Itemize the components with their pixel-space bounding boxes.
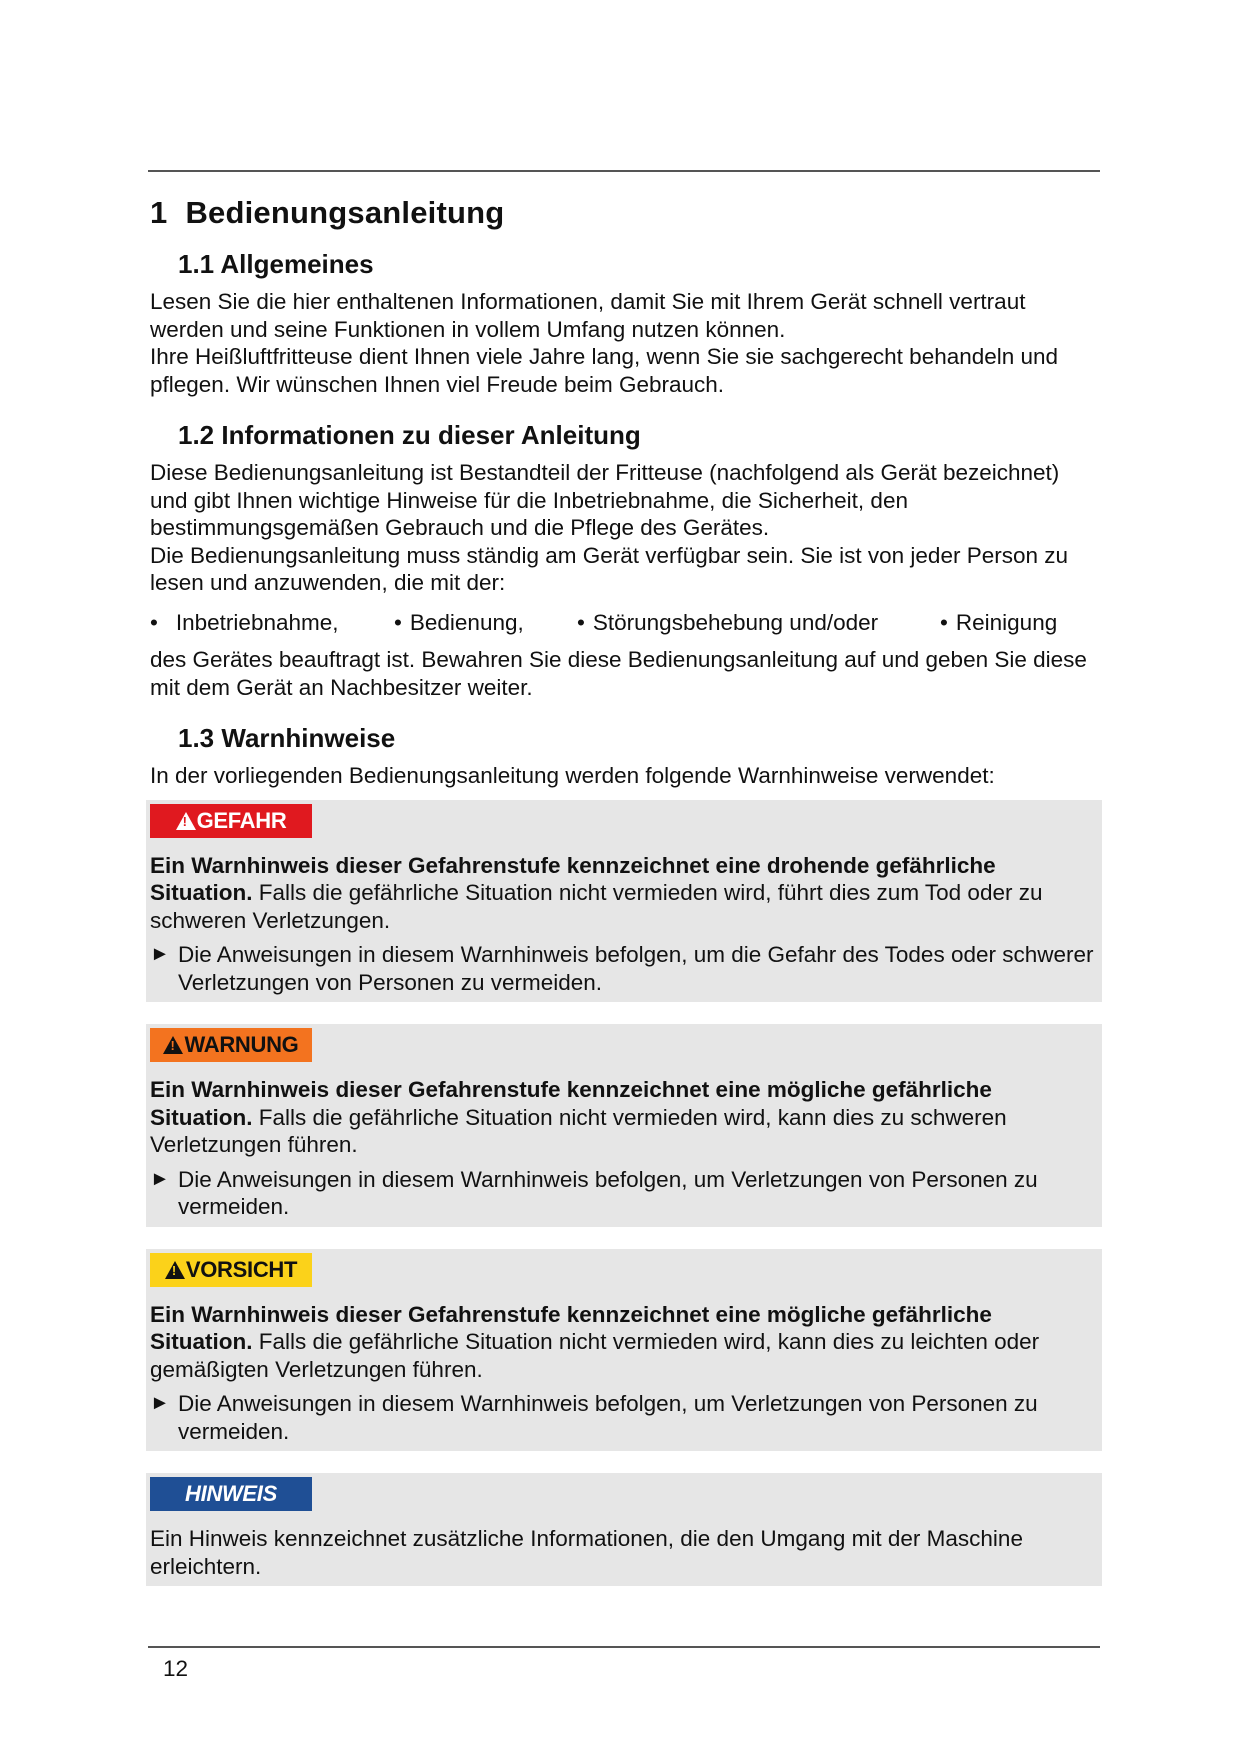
warning-triangle-icon bbox=[163, 1036, 183, 1054]
list-item: • Bedienung, bbox=[394, 609, 524, 635]
chapter-number: 1 bbox=[150, 195, 168, 230]
triangle-right-icon: ► bbox=[150, 943, 170, 965]
paragraph: Ihre Heißluftfritteuse dient Ihnen viele Jahre lang, wenn Sie sie sachgerecht behandeln und pflegen. Wir wünschen Ihnen viel Freude beim Gebrauch. bbox=[150, 344, 1059, 397]
warning-triangle-icon bbox=[176, 812, 196, 830]
paragraph: Die Bedienungsanleitung muss ständig am Gerät verfügbar sein. Sie ist von jeder Person zu lesen und anzuwenden, die mit der: bbox=[150, 542, 1069, 595]
warning-description: Ein Warnhinweis dieser Gefahrenstufe kennzeichnet eine mögliche gefährliche Situation. Falls die gefährliche Situation nicht vermieden wird, kann dies zu schweren Verletzungen führen. bbox=[150, 1077, 1007, 1157]
warning-triangle-icon bbox=[165, 1261, 185, 1279]
header-rule bbox=[148, 170, 1100, 172]
bullet-icon: • bbox=[940, 609, 948, 635]
section-about-manual bbox=[150, 420, 1100, 701]
warning-description: Ein Warnhinweis dieser Gefahrenstufe kennzeichnet eine drohende gefährliche Situation. Falls die gefährliche Situation nicht vermieden wird, führt dies zum Tod oder zu schweren Verletzungen. bbox=[150, 852, 1043, 933]
list-item: • Inbetriebnahme, bbox=[150, 609, 339, 635]
triangle-right-icon: ► bbox=[150, 1167, 170, 1190]
danger-label: ! GEFAHR bbox=[150, 804, 312, 838]
warning-description: Ein Warnhinweis dieser Gefahrenstufe kennzeichnet eine mögliche gefährliche Situation. Falls die gefährliche Situation nicht vermieden wird, kann dies zu leichten oder gemäßigten Verletzungen führen. bbox=[150, 1301, 1040, 1382]
caution-label: ! VORSICHT bbox=[150, 1253, 312, 1287]
section-warnings bbox=[150, 723, 1100, 790]
paragraph: Diese Bedienungsanleitung ist Bestandteil der Fritteuse (nachfolgend als Gerät bezeichnet) und gibt Ihnen wichtige Hinweise für die Inbetriebnahme, die Sicherheit, den bestimmungsgemäßen Gebrauch und die Pflege des Gerätes. bbox=[150, 460, 1060, 540]
bullet-icon: • bbox=[577, 609, 585, 635]
notice-box bbox=[146, 1473, 1102, 1586]
warning-instruction: ► Die Anweisungen in diesem Warnhinweis befolgen, um die Gefahr des Todes oder schwerer Verletzungen von Personen zu vermeiden. bbox=[150, 942, 1094, 995]
page-number: 12 bbox=[163, 1656, 189, 1681]
list-item: • Reinigung bbox=[940, 609, 1058, 635]
section-title: 1.3 Warnhinweise bbox=[178, 723, 396, 753]
warning-instruction: ► Die Anweisungen in diesem Warnhinweis befolgen, um Verletzungen von Personen zu vermeiden. bbox=[150, 1391, 1038, 1444]
bullet-icon: • bbox=[394, 609, 402, 635]
warning-box-danger bbox=[146, 800, 1102, 1003]
paragraph: In der vorliegenden Bedienungsanleitung werden folgende Warnhinweise verwendet: bbox=[150, 763, 995, 788]
warning-label: ! WARNUNG bbox=[150, 1028, 312, 1062]
warning-box-warning bbox=[146, 1024, 1102, 1227]
page-content bbox=[150, 195, 1100, 1608]
triangle-right-icon: ► bbox=[150, 1392, 170, 1414]
notice-text: Ein Hinweis kennzeichnet zusätzliche Informationen, die den Umgang mit der Maschine erleichtern. bbox=[150, 1526, 1023, 1579]
section-title: 1.1 Allgemeines bbox=[178, 249, 374, 279]
chapter-title: Bedienungsanleitung bbox=[185, 195, 505, 230]
paragraph: des Gerätes beauftragt ist. Bewahren Sie diese Bedienungsanleitung auf und geben Sie diese mit dem Gerät an Nachbesitzer weiter. bbox=[150, 647, 1087, 700]
task-list bbox=[150, 609, 1100, 637]
list-item: • Störungsbehebung und/oder bbox=[577, 609, 879, 635]
bullet-icon: • bbox=[150, 609, 158, 635]
warning-instruction: ► Die Anweisungen in diesem Warnhinweis befolgen, um Verletzungen von Personen zu vermeiden. bbox=[150, 1166, 1038, 1219]
paragraph: Lesen Sie die hier enthaltenen Informationen, damit Sie mit Ihrem Gerät schnell vertraut werden und seine Funktionen in vollem Umfang nutzen können. bbox=[150, 289, 1026, 342]
footer-rule bbox=[148, 1646, 1100, 1648]
notice-label: HINWEIS bbox=[150, 1477, 312, 1511]
section-general bbox=[150, 249, 1100, 398]
warning-box-caution bbox=[146, 1249, 1102, 1452]
chapter-heading bbox=[150, 195, 1100, 231]
section-title: 1.2 Informationen zu dieser Anleitung bbox=[178, 420, 641, 450]
